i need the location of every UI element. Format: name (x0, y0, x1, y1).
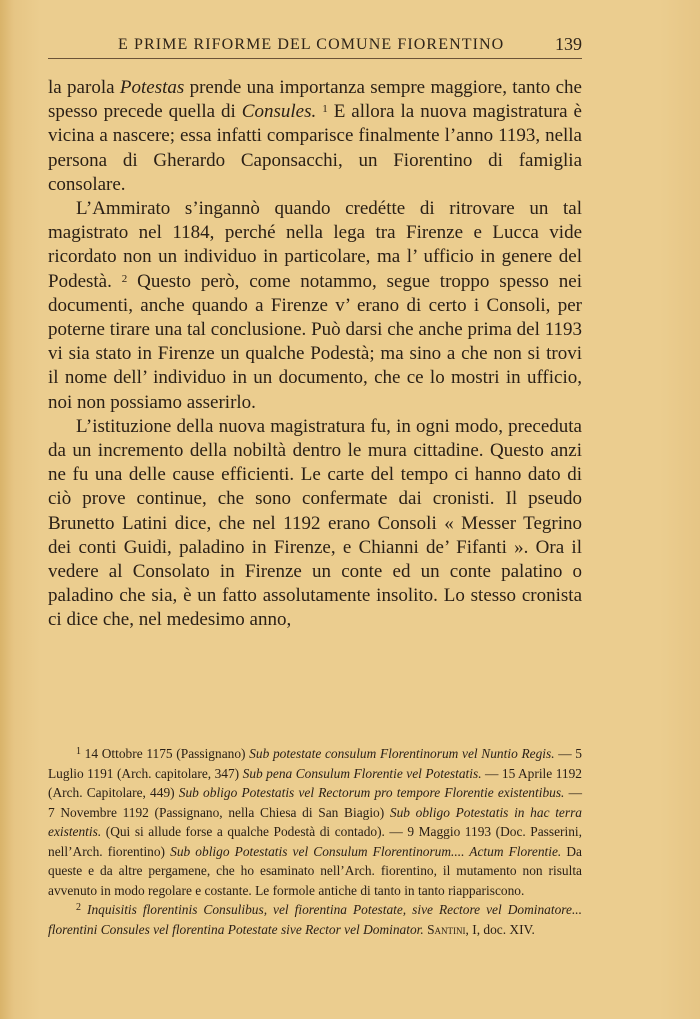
text-run: — 5 Luglio 1191 (Arch. capitolare, 347) (48, 746, 582, 781)
italic-text: Inquisitis florentinis Consulibus, vel fiorentina Potestate, sive Rectore vel Dominatore... florentini Consules vel florentina Potestate sive Rector vel Dominator. (48, 902, 582, 937)
footnote-marker: 2 (121, 272, 128, 285)
footnote-marker: 1 (76, 746, 81, 757)
italic-text: Sub pena Consulum Florentie vel Potestatis. (242, 765, 482, 781)
footnote (48, 900, 582, 939)
text-run: E allora la nuova magistratura è vicina a nascere; essa infatti comparisce finalmente l’anno 1193, nella persona di Gherardo Caponsacchi, un Fiorentino di famiglia consolare. (48, 101, 582, 195)
paragraph (48, 415, 582, 633)
text-run: L’Ammirato s’ingannò quando credétte di ritrovare un tal magistrato nel 1184, perché nella lega tra Firenze e Lucca vide ricordato non un individuo in particolare, ma l’ ufficio in genere del Podestà. (48, 198, 582, 292)
running-header (48, 34, 582, 59)
footnote (48, 744, 582, 900)
text-run: (Qui si allude forse a qualche Podestà di contado). — 9 Maggio 1193 (Doc. Passerini, nell’Arch. fiorentino) (48, 824, 582, 859)
small-caps-text: Santini (427, 921, 466, 937)
paragraph (48, 197, 582, 415)
italic-text: Sub potestate consulum Florentinorum vel Nuntio Regis. (249, 746, 555, 761)
paragraph (48, 76, 582, 197)
footnote-marker: 1 (322, 103, 328, 116)
running-title: E PRIME RIFORME DEL COMUNE FIORENTINO (118, 36, 505, 53)
footnote-marker: 2 (76, 902, 81, 913)
text-run: Questo però, come notammo, segue troppo spesso nei documenti, anche quando a Firenze v’ erano di certo i Consoli, per poterne tirare una tal conclusione. Può darsi che anche prima del 1193 vi sia stato in Firenze un qualche Podestà; ma sino a che non si trovi il nome dell’ individuo in un documento, che ce lo mostri in ufficio, noi non possiamo asserirlo. (48, 270, 583, 413)
italic-text: Consules. (241, 101, 317, 123)
text-run: la parola (48, 77, 120, 98)
main-text (48, 76, 582, 633)
italic-text: Sub obligo Potestatis vel Rectorum pro tempore Florentie existentibus. (178, 785, 565, 800)
text-run: — 7 Novembre 1192 (Passignano, nella Chiesa di San Biagio) (48, 785, 582, 820)
italic-text: Potestas (119, 77, 185, 98)
italic-text: Sub obligo Potestatis vel Consulum Florentinorum.... Actum Florentie. (170, 843, 562, 859)
footnotes (48, 744, 582, 939)
text-run: — 15 Aprile 1192 (Arch. Capitolare, 449) (48, 765, 582, 800)
text-run: L’istituzione della nuova magistratura fu, in ogni modo, preceduta da un incremento della nobiltà dentro le mura cittadine. Questo anzi ne fu una delle cause efficienti. Le carte del tempo ci hanno dato di ciò prove continue, che sono confermate dai cronisti. Il pseudo Brunetto Latini dice, che nel 1192 erano Consoli « Messer Tegrino dei conti Guidi, paladino in Firenze, e Chianni de’ Fifanti ». Ora il vedere al Consolato in Firenze un conte ed un conte palatino o paladino che sia, è un fatto assolutamente insolito. Lo stesso cronista ci dice che, nel medesimo anno, (48, 415, 582, 631)
text-run: , I, doc. XIV. (465, 921, 535, 937)
italic-text: Sub obligo Potestatis in hac terra existentis. (48, 804, 582, 839)
text-run: Da queste e da altre pergamene, che ho esaminato nell’Arch. fiorentino, il mutamento non risulta avvenuto in modo regolare e costante. Le formole antiche di tanto in tanto riappariscono. (48, 843, 582, 898)
text-run: prende una importanza sempre maggiore, tanto che spesso precede quella di (48, 77, 582, 123)
text-run: 14 Ottobre 1175 (Passignano) (81, 746, 250, 761)
page-number: 139 (555, 34, 582, 54)
